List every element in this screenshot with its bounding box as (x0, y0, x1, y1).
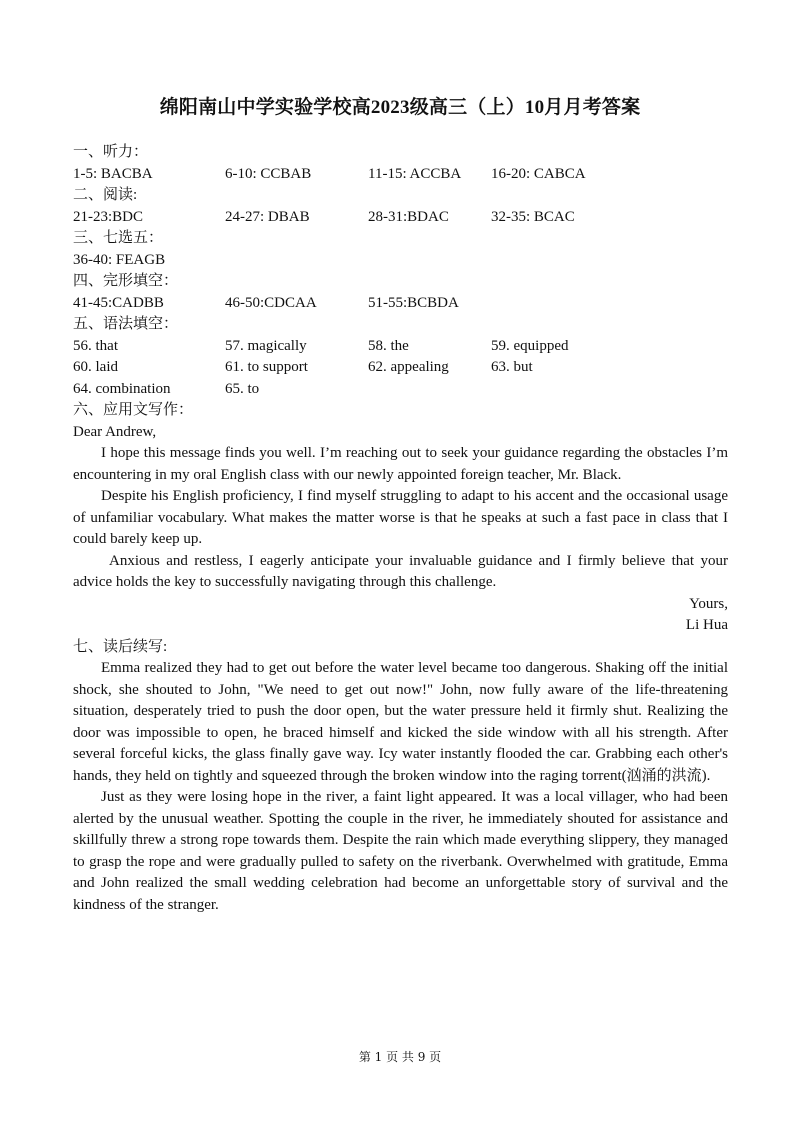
section-heading-listening: 一、听力： (73, 144, 149, 160)
answer-item: 64. combination (73, 380, 171, 397)
answer-row-grammar (73, 357, 728, 379)
answer-item: 60. laid (73, 359, 118, 375)
section-heading-seven-five: 三、七选五： (73, 230, 164, 246)
answer-row-grammar (73, 336, 728, 358)
answer-content (73, 142, 728, 916)
answer-item: 57. magically (225, 337, 307, 354)
answer-row-cloze (73, 293, 728, 315)
page-title: 绵阳南山中学实验学校高2023级高三（上）10月月考答案 (159, 97, 641, 118)
answer-item: 63. but (491, 359, 533, 375)
answer-item: 24-27: DBAB (225, 208, 310, 225)
answer-item: 56. that (73, 337, 118, 354)
answer-item: 6-10: CCBAB (225, 165, 312, 182)
answer-row-reading (73, 207, 728, 229)
letter-paragraph: Anxious and restless, I eagerly anticipate your invaluable guidance and I firmly believe that your advice holds the key to successfully navigating through this challenge. (73, 552, 728, 590)
continuation-paragraph: Emma realized they had to get out before the water level became too dangerous. Shaking off the initial shock, she shouted to John, "We need to get out now!" John, now fully aware of the life-threatening situation, desperately tried to push the door open, but the water pressure held it firmly shut. Realizing the door was impossible to open, he braced himself and kicked the side window with all his strength. After several forceful kicks, the glass finally gave way. Icy water instantly flooded the car. Grabbing each other's hands, they held on tightly and squeezed through the broken window into the raging torrent(汹涌的洪流). (73, 660, 728, 784)
answer-item: 62. appealing (368, 359, 449, 375)
answer-item: 28-31:BDAC (368, 208, 449, 225)
section-heading-cloze: 四、完形填空： (73, 273, 179, 289)
answer-item: 11-15: ACCBA (368, 165, 462, 182)
continuation-paragraph: Just as they were losing hope in the river, a faint light appeared. It was a local villager, who had been alerted by the unusual weather. Spotting the couple in the river, he immediately shouted for assistance and skillfully threw a strong rope towards them. Despite the rain which made everything slippery, they managed to grasp the rope and were gradually pulled to safety on the riverbank. Overwhelmed with gratitude, Emma and John realized the small wedding celebration had become an unforgettable story of survival and the kindness of the stranger. (73, 789, 728, 913)
letter-closing: Yours, (689, 595, 728, 612)
section-heading-continuation: 七、读后续写: (73, 638, 168, 655)
letter-paragraph: I hope this message finds you well. I’m reaching out to seek your guidance regarding the obstacles I’m encountering in my oral English class with our newly appointed foreign teacher, Mr. Black. (73, 445, 728, 483)
answer-item: 59. equipped (491, 337, 569, 354)
answer-item: 16-20: CABCA (491, 165, 586, 182)
answer-item: 58. the (368, 337, 409, 354)
answer-item: 36-40: FEAGB (73, 251, 166, 268)
answer-row-listening (73, 164, 728, 186)
answer-item: 51-55:BCBDA (368, 294, 459, 311)
answer-item: 32-35: BCAC (491, 208, 575, 225)
section-heading-reading: 二、阅读: (73, 187, 138, 203)
section-heading-grammar: 五、语法填空： (73, 316, 179, 332)
section-heading-letter: 六、应用文写作： (73, 402, 194, 418)
answer-row-grammar (73, 379, 728, 401)
letter-paragraph: Despite his English proficiency, I find myself struggling to adapt to his accent and the occasional usage of unfamiliar vocabulary. What makes the matter worse is that he speaks at such a fast pace in class that I could barely keep up. (73, 488, 728, 547)
answer-item: 61. to support (225, 359, 308, 375)
answer-item: 21-23:BDC (73, 208, 144, 225)
answer-item: 41-45:CADBB (73, 294, 164, 311)
answer-item: 46-50:CDCAA (225, 294, 317, 311)
page-number-footer: 第 1 页 共 9 页 (358, 1050, 442, 1064)
letter-salutation: Dear Andrew, (73, 423, 157, 440)
answer-row-seven-five (73, 250, 728, 272)
answer-item: 65. to (225, 380, 260, 397)
letter-signature: Li Hua (685, 617, 728, 633)
answer-item: 1-5: BACBA (73, 165, 153, 182)
